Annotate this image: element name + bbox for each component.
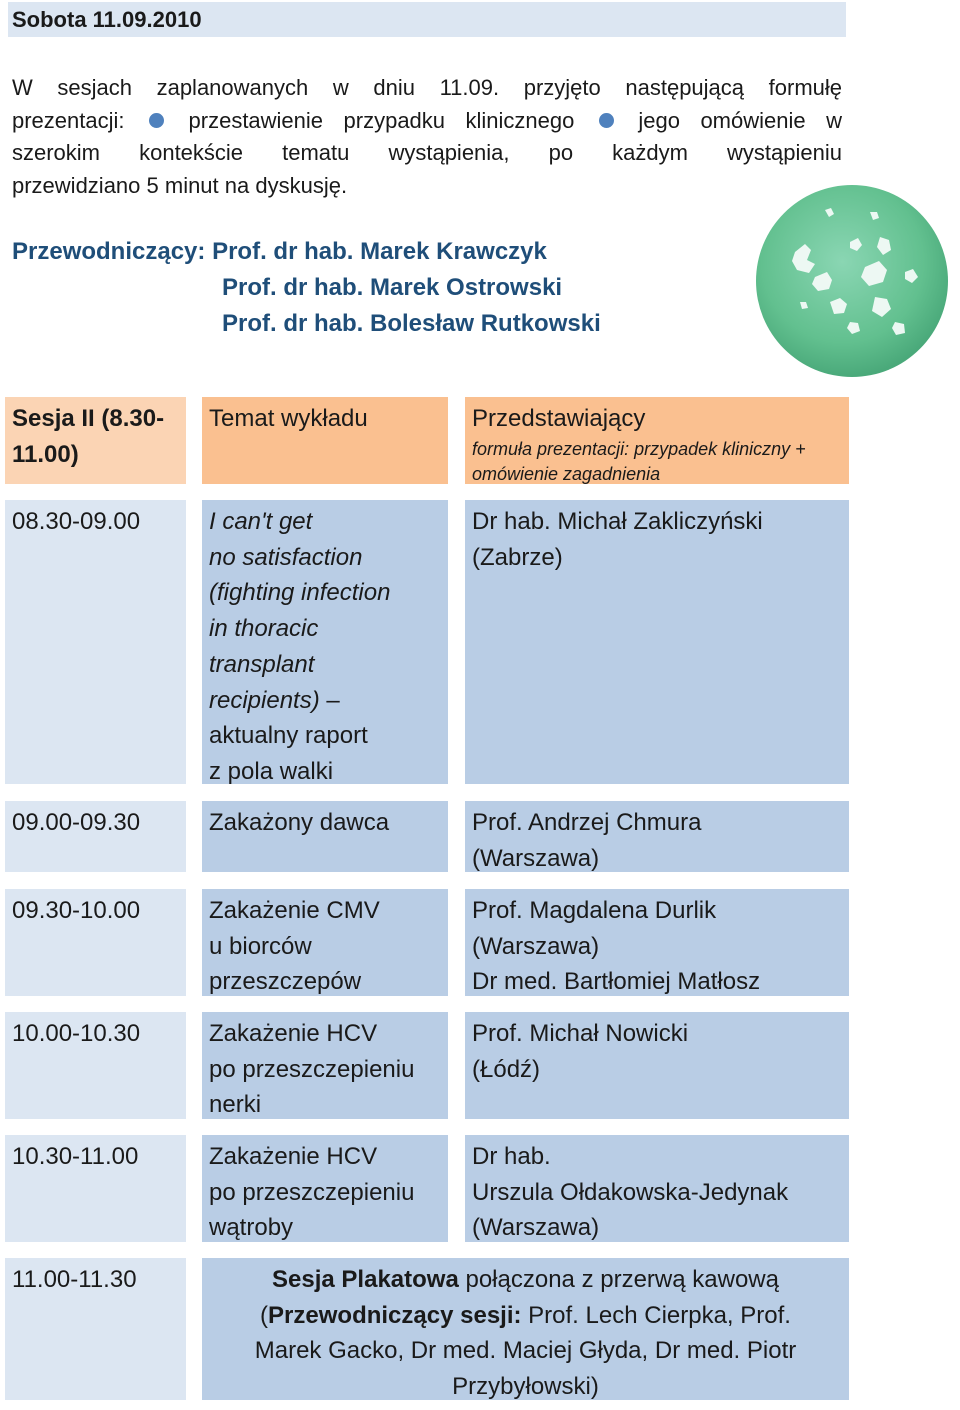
session-header-cell [5, 397, 186, 484]
poster-chair-label: Przewodniczący sesji: [268, 1301, 522, 1329]
blue-dot-bullet-icon [599, 113, 614, 128]
intro-fragment: prezentacji: [12, 107, 125, 133]
time-cell [5, 1135, 186, 1242]
presenter-header-cell [465, 397, 849, 484]
topic-line: in thoracic [209, 615, 319, 643]
intro-fragment: przestawienie przypadku klinicznego [188, 107, 575, 133]
presenter-header-label: Przedstawiający [472, 405, 646, 432]
topic-line: no satisfaction [209, 543, 363, 571]
topic-line: I can't get [209, 508, 313, 535]
date-heading: Sobota 11.09.2010 [8, 2, 846, 37]
topic-line: nerki [209, 1091, 262, 1119]
time-label: 11.00-11.30 [12, 1266, 137, 1293]
poster-session-cell [202, 1258, 849, 1400]
time-cell [5, 1258, 186, 1400]
topic-line: po przeszczepieniu [209, 1055, 415, 1083]
topic-line: transplant [209, 650, 315, 678]
intro-line: W sesjach zaplanowanych w dniu 11.09. przyjęto następującą formułę [12, 75, 842, 100]
topic-cell [202, 1135, 448, 1242]
time-label: 10.30-11.00 [12, 1143, 139, 1170]
intro-line: przewidziano 5 minut na dyskusję. [12, 172, 348, 198]
time-label: 09.30-10.00 [12, 897, 141, 924]
topic-line: wątroby [209, 1214, 294, 1242]
poster-session-text: Prof. Lech Cierpka, Prof. [521, 1301, 791, 1329]
presenter-line: (Zabrze) [472, 543, 563, 571]
presenter-line: Prof. Michał Nowicki [472, 1020, 689, 1047]
presenter-line: (Warszawa) [472, 1214, 600, 1242]
topic-line: Zakażenie CMV [209, 897, 380, 924]
topic-header-cell [202, 397, 448, 484]
presenter-cell [465, 500, 849, 784]
chair-name: Prof. dr hab. Bolesław Rutkowski [222, 310, 601, 337]
presenter-cell [465, 889, 849, 996]
topic-line: po przeszczepieniu [209, 1178, 415, 1206]
chair-name: Prof. dr hab. Marek Ostrowski [222, 274, 563, 301]
topic-cell [202, 801, 448, 872]
time-label: 08.30-09.00 [12, 508, 141, 535]
topic-line: z pola walki [209, 757, 334, 785]
presenter-line: Dr hab. [472, 1143, 551, 1170]
presenter-line: Dr hab. Michał Zakliczyński [472, 508, 763, 535]
time-cell [5, 500, 186, 784]
presenter-format-note: omówienie zagadnienia [472, 463, 661, 484]
presenter-cell [465, 801, 849, 872]
presenter-line: Prof. Andrzej Chmura [472, 809, 702, 836]
chair-name: Prof. dr hab. Marek Krawczyk [212, 238, 547, 265]
poster-session-text: Przybyłowski) [452, 1373, 599, 1401]
chair-label: Przewodniczący: [12, 238, 206, 265]
topic-line: (fighting infection [209, 579, 391, 607]
time-label: 09.00-09.30 [12, 809, 141, 836]
poster-session-title: Sesja Plakatowa [272, 1266, 459, 1293]
intro-fragment: jego omówienie w [638, 107, 842, 133]
topic-header-label: Temat wykładu [209, 405, 368, 432]
poster-session-text: Marek Gacko, Dr med. Maciej Głyda, Dr med. Piotr [254, 1337, 797, 1365]
presenter-line: (Warszawa) [472, 844, 600, 872]
presenter-line: (Warszawa) [472, 932, 600, 960]
topic-dash: – [319, 686, 340, 714]
time-cell [5, 1012, 186, 1119]
presenter-line: Urszula Ołdakowska-Jedynak [472, 1178, 789, 1206]
topic-line: Zakażenie HCV [209, 1020, 378, 1047]
chair-row [12, 238, 547, 266]
session-title: 11.00) [12, 440, 79, 468]
green-circle-logo-icon [755, 182, 950, 380]
presenter-cell [465, 1012, 849, 1119]
time-cell [5, 889, 186, 996]
blue-dot-bullet-icon [149, 113, 164, 128]
presenter-line: Prof. Magdalena Durlik [472, 897, 717, 924]
presenter-line: (Łódź) [472, 1055, 541, 1083]
intro-paragraph [12, 72, 842, 202]
intro-line: szerokim kontekście tematu wystąpienia, po każdym wystąpieniu [12, 140, 842, 165]
topic-line: recipients) [209, 686, 320, 714]
topic-line: Zakażony dawca [209, 809, 390, 836]
topic-cell [202, 500, 448, 784]
presenter-format-note: formuła prezentacji: przypadek kliniczny + [472, 438, 806, 459]
presenter-line: Dr med. Bartłomiej Matłosz [472, 968, 761, 996]
time-cell [5, 801, 186, 872]
intro-line [12, 105, 842, 138]
topic-line: Zakażenie HCV [209, 1143, 378, 1170]
topic-cell [202, 1012, 448, 1119]
topic-line: aktualny raport [209, 722, 368, 750]
presenter-cell [465, 1135, 849, 1242]
topic-cell [202, 889, 448, 996]
session-title: Sesja II (8.30- [12, 405, 165, 432]
topic-line: przeszczepów [209, 968, 362, 996]
poster-session-text: ( [260, 1301, 269, 1329]
time-label: 10.00-10.30 [12, 1020, 141, 1047]
topic-line: u biorców [209, 932, 312, 960]
poster-session-text: połączona z przerwą kawową [458, 1266, 779, 1293]
